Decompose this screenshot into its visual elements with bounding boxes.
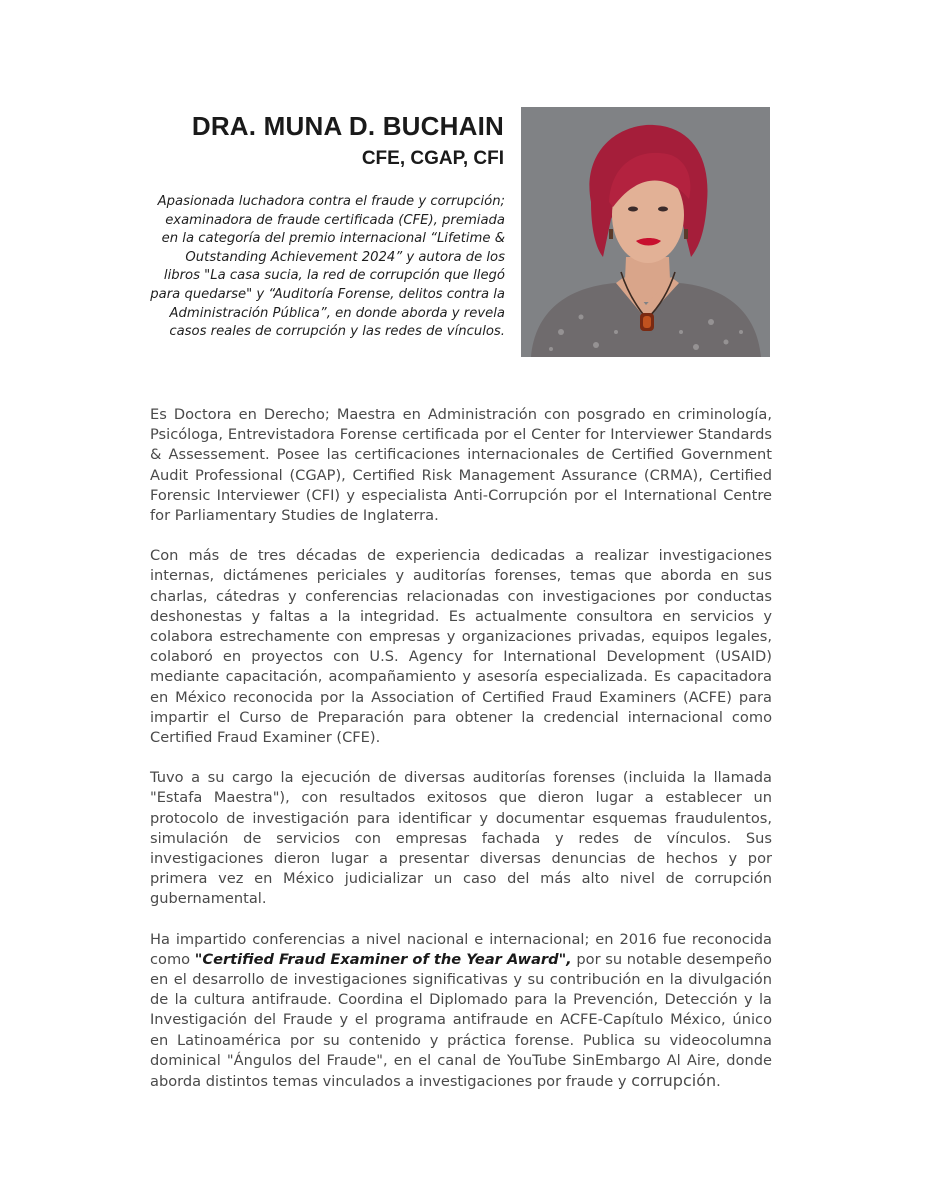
- portrait-photo: [521, 107, 770, 357]
- bio-paragraph-experience: Con más de tres décadas de experiencia dedicadas a realizar investigaciones internas, dictámenes periciales y auditorías forenses, temas que aborda en sus charlas, cátedras y conferencias relacionadas con investigaciones por conductas deshonestas y faltas a la integridad. Es actualmente consultora en servicios y colabora estrechamente con empresas y organizaciones privadas, equipos legales, colaboró en proyectos con U.S. Agency for International Development (USAID) mediante capacitación, acompañamiento y asesoría especializada. Es capacitadora en México reconocida por la Association of Certified Fraud Examiners (ACFE) para impartir el Curso de Preparación para obtener la credencial internacional como Certified Fraud Examiner (CFE).: [150, 547, 772, 747]
- bio-paragraph-recognition: [150, 930, 772, 1093]
- bio-paragraph-audits: Tuvo a su cargo la ejecución de diversas auditorías forenses (incluida la llamada "Estafa Maestra"), con resultados exitosos que dieron lugar a establecer un protocolo de investigación para identificar y documentar esquemas fraudulentos, simulación de servicios con empresas fachada y redes de vínculos. Sus investigaciones dieron lugar a presentar diversas denuncias de hechos y por primera vez en México judicializar un caso del más alto nivel de corrupción gubernamental.: [150, 769, 772, 908]
- credentials: CFE, CGAP, CFI: [361, 148, 504, 169]
- award-name: "Certified Fraud Examiner of the Year Award",: [194, 950, 572, 968]
- recognition-text-start: Ha impartido conferencias a nivel nacional e internacional; en 2016 fue reconocida como: [150, 930, 772, 968]
- person-name: DRA. MUNA D. BUCHAIN: [191, 111, 504, 141]
- recognition-text-end: .: [716, 1073, 721, 1091]
- recognition-text-middle: por su notable desempeño en el desarrollo de investigaciones significativas y su contribución en la divulgación de la cultura antifraude. Coordina el Diplomado para la Prevención, Detección y la Investigación del Fraude y el programa antifraude en ACFE-Capítulo México, único en Latinoamérica por su contenido y práctica forense. Publica su videocolumna dominical "Ángulos del Fraude", en el canal de YouTube SinEmbargo Al Aire, donde aborda distintos temas vinculados a investigaciones por fraude y: [150, 950, 772, 1091]
- recognition-last-word: corrupción: [631, 1071, 717, 1091]
- bio-paragraph-education: Es Doctora en Derecho; Maestra en Administración con posgrado en criminología, Psicóloga, Entrevistadora Forense certificada por el Center for Interviewer Standards & Assessement. Posee las certificaciones internacionales de Certified Government Audit Professional (CGAP), Certified Risk Management Assurance (CRMA), Certified Forensic Interviewer (CFI) y especialista Anti-Corrupción por el International Centre for Parliamentary Studies de Inglaterra.: [150, 406, 772, 525]
- biography: [150, 405, 772, 1112]
- intro-summary: Apasionada luchadora contra el fraude y corrupción; examinadora de fraude certificada (CFE), premiada en la categoría del premio internacional “Lifetime & Outstanding Achievement 2024” y autora de los libros "La casa sucia, la red de corrupción que llegó para quedarse" y “Auditoría Forense, delitos contra la Administración Pública”, en donde aborda y revela casos reales de corrupción y las redes de vínculos.: [150, 194, 505, 340]
